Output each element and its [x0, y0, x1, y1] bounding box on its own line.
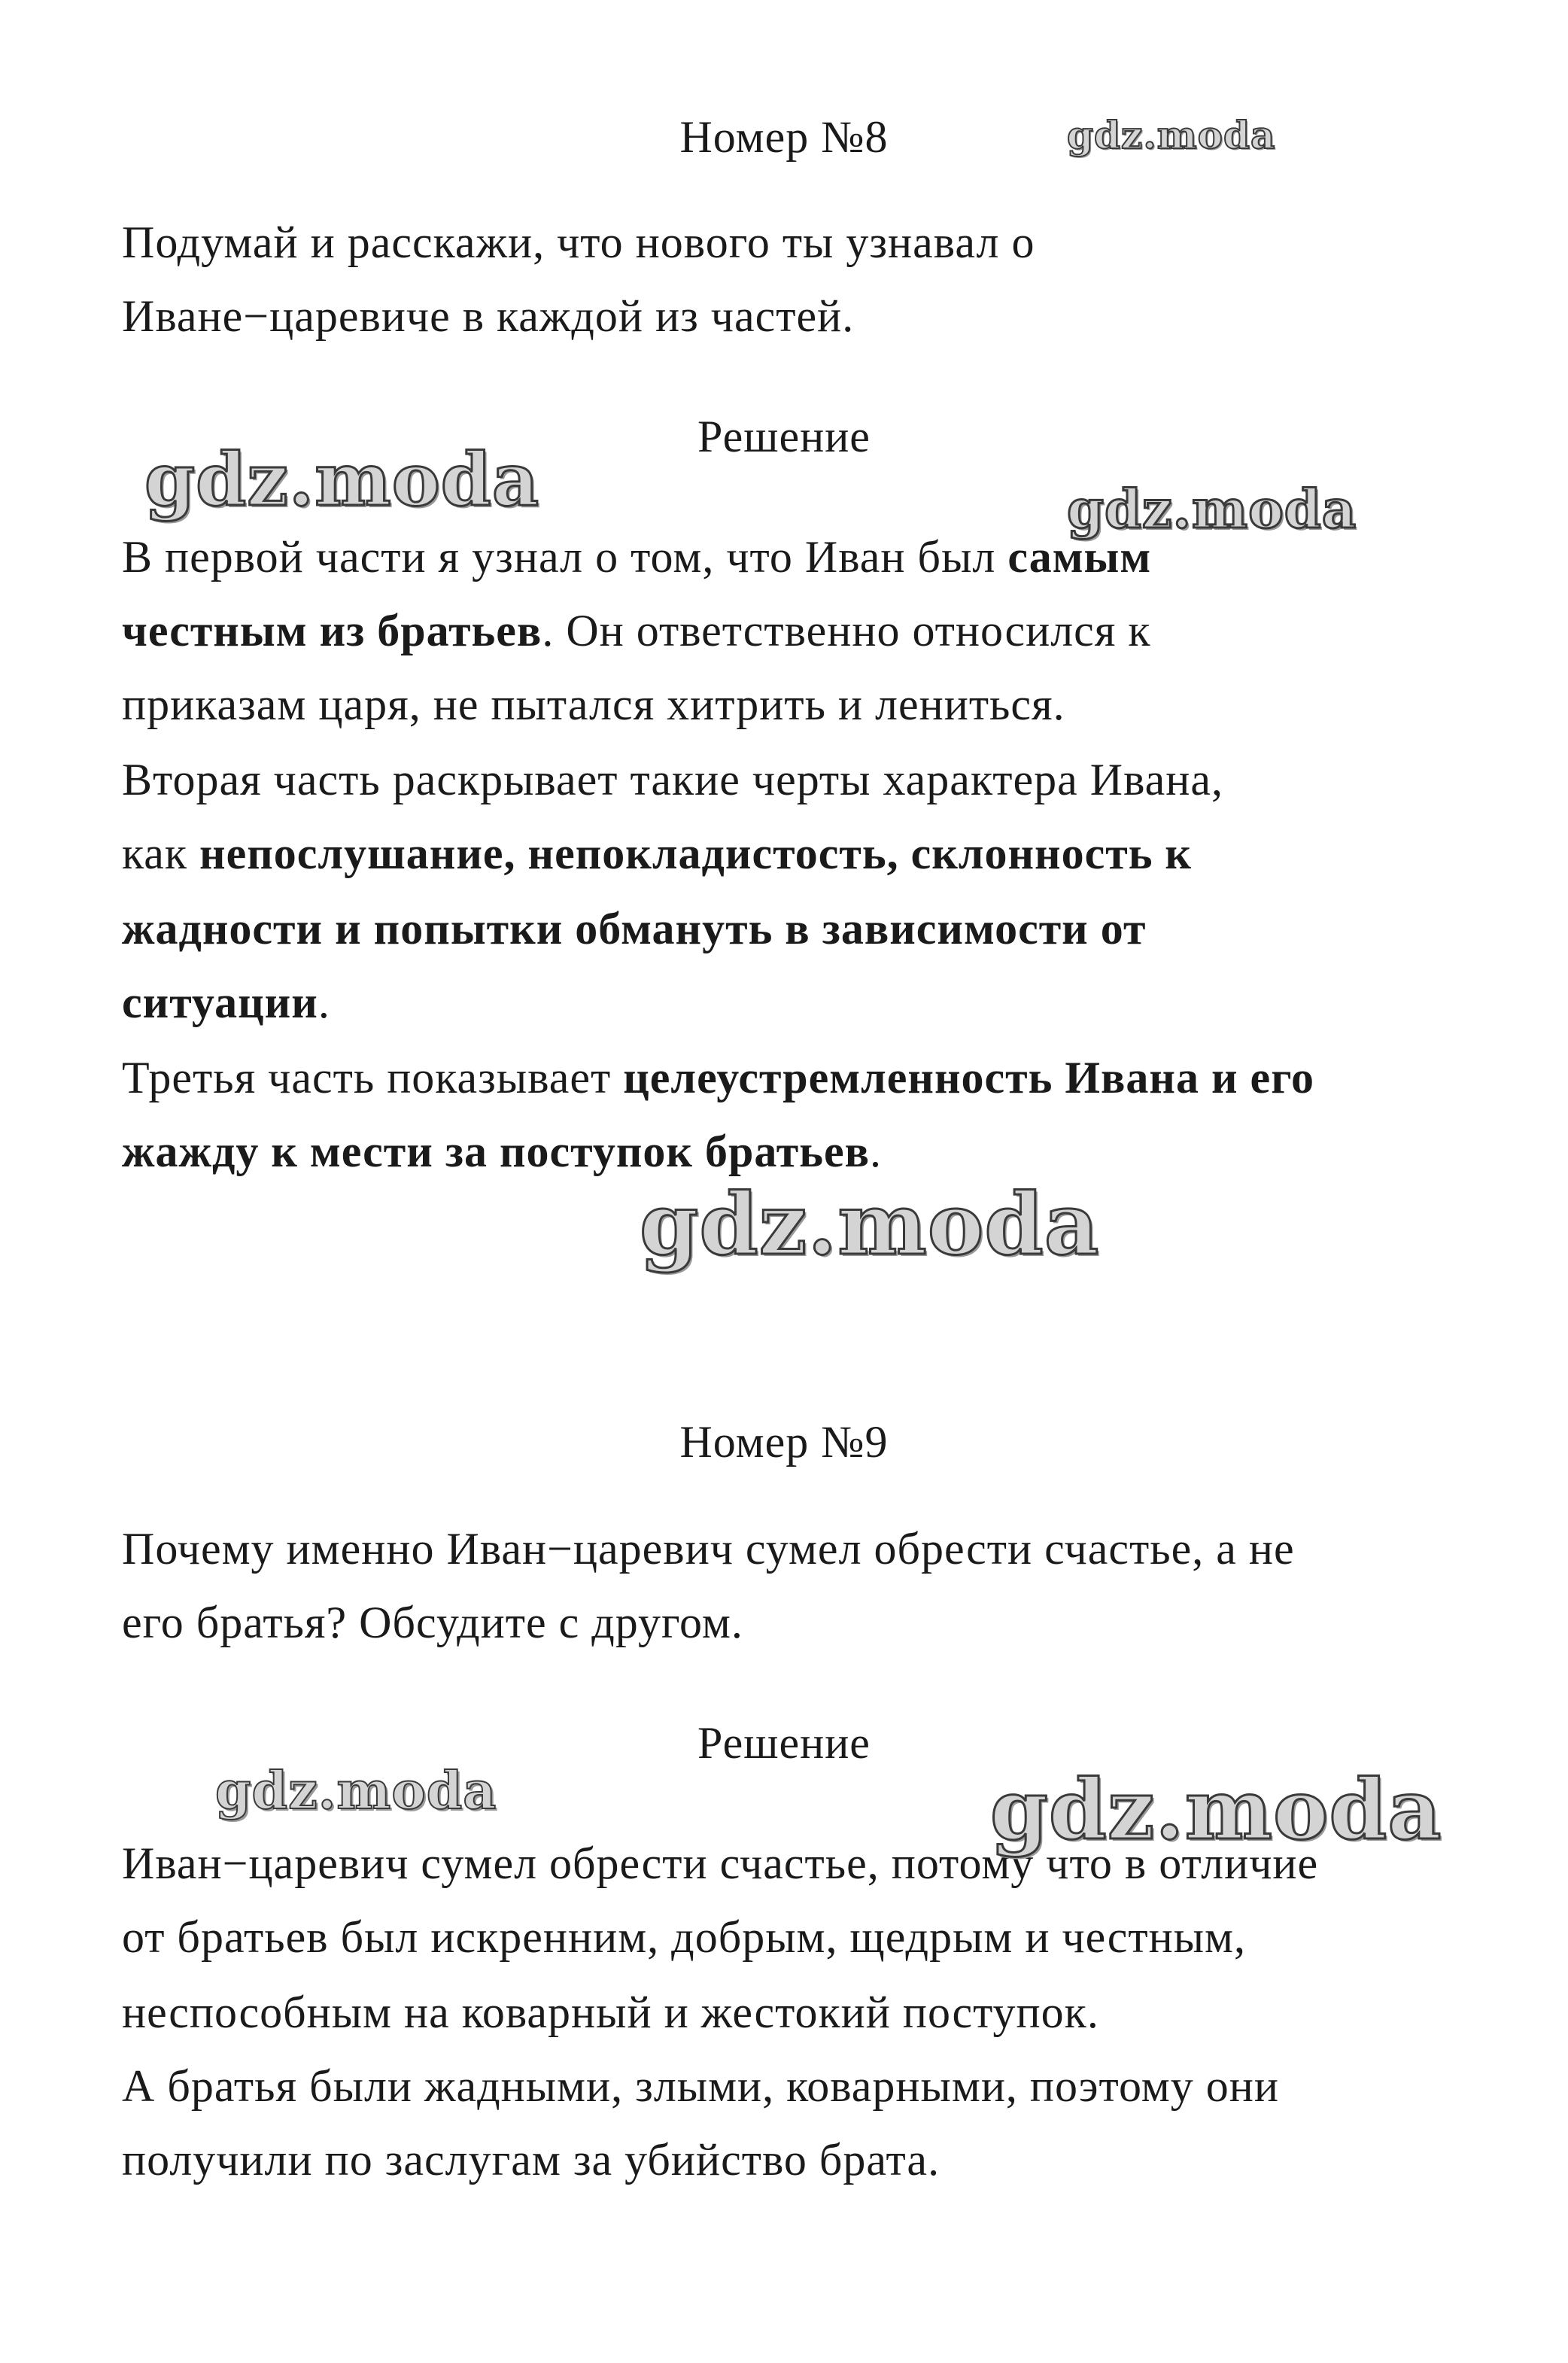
answer-text: .: [318, 978, 330, 1027]
task-9-question-line-1: Почему именно Иван−царевич сумел обрести счастье, а не: [122, 1524, 1295, 1574]
task-9-answer-line-4: А братья были жадными, злыми, коварными, поэтому они: [122, 2061, 1279, 2111]
answer-emphasis: ситуации: [122, 978, 318, 1027]
answer-text: как: [122, 829, 200, 878]
task-8-answer-line-4: Вторая часть раскрывает такие черты характера Ивана,: [122, 755, 1224, 804]
task-9-answer-line-2: от братьев был искренним, добрым, щедрым и честным,: [122, 1912, 1247, 1962]
task-8-question-line-1: Подумай и расскажи, что нового ты узнавал о: [122, 217, 1035, 267]
watermark-logo: gdz.moda: [640, 1175, 1100, 1274]
task-8-answer-line-7: [122, 972, 330, 1032]
answer-emphasis: жадности и попытки обмануть в зависимости от: [122, 904, 1147, 953]
watermark-logo: gdz.moda: [990, 1761, 1442, 1858]
watermark-logo: gdz.moda: [1067, 478, 1357, 540]
answer-emphasis: жажду к мести за поступок братьев: [122, 1127, 871, 1176]
answer-emphasis: непослушание, непокладистость, склонность к: [199, 829, 1192, 878]
task-8-answer-line-3: приказам царя, не пытался хитрить и лениться.: [122, 680, 1065, 729]
task-8-answer-line-8: [122, 1048, 1314, 1108]
answer-emphasis: самым: [1007, 532, 1152, 582]
task-8-answer-line-5: [122, 823, 1192, 883]
task-8-answer-line-1: [122, 527, 1151, 587]
task-8-answer-line-9: [122, 1121, 882, 1182]
watermark-logo: gdz.moda: [1067, 113, 1276, 157]
task-9-answer-line-3: неспособным на коварный и жестокий поступок.: [122, 1987, 1099, 2037]
task-8-heading: Номер №8: [679, 112, 889, 162]
task-9-question-line-2: его братья? Обсудите с другом.: [122, 1598, 743, 1647]
answer-text: В первой части я узнал о том, что Иван был: [122, 532, 1008, 582]
answer-emphasis: целеустремленность Ивана и его: [623, 1053, 1314, 1102]
task-8-answer-line-2: [122, 601, 1151, 661]
task-8-answer-line-6: [122, 899, 1146, 959]
answer-text: Третья часть показывает: [122, 1053, 624, 1102]
task-9-answer-line-1: Иван−царевич сумел обрести счастье, потому что в отличие: [122, 1838, 1319, 1888]
task-9-solution-heading: Решение: [697, 1718, 871, 1768]
task-9-heading: Номер №9: [679, 1417, 889, 1467]
task-9-answer-line-5: получили по заслугам за убийство брата.: [122, 2135, 940, 2185]
watermark-logo: gdz.moda: [144, 437, 540, 522]
task-8-solution-heading: Решение: [697, 412, 871, 461]
answer-text: .: [870, 1127, 883, 1176]
answer-emphasis: честным из братьев: [122, 606, 542, 655]
task-8-question-line-2: Иване−царевиче в каждой из частей.: [122, 291, 855, 341]
watermark-logo: gdz.moda: [215, 1761, 497, 1821]
answer-text: . Он ответственно относился к: [542, 606, 1151, 655]
